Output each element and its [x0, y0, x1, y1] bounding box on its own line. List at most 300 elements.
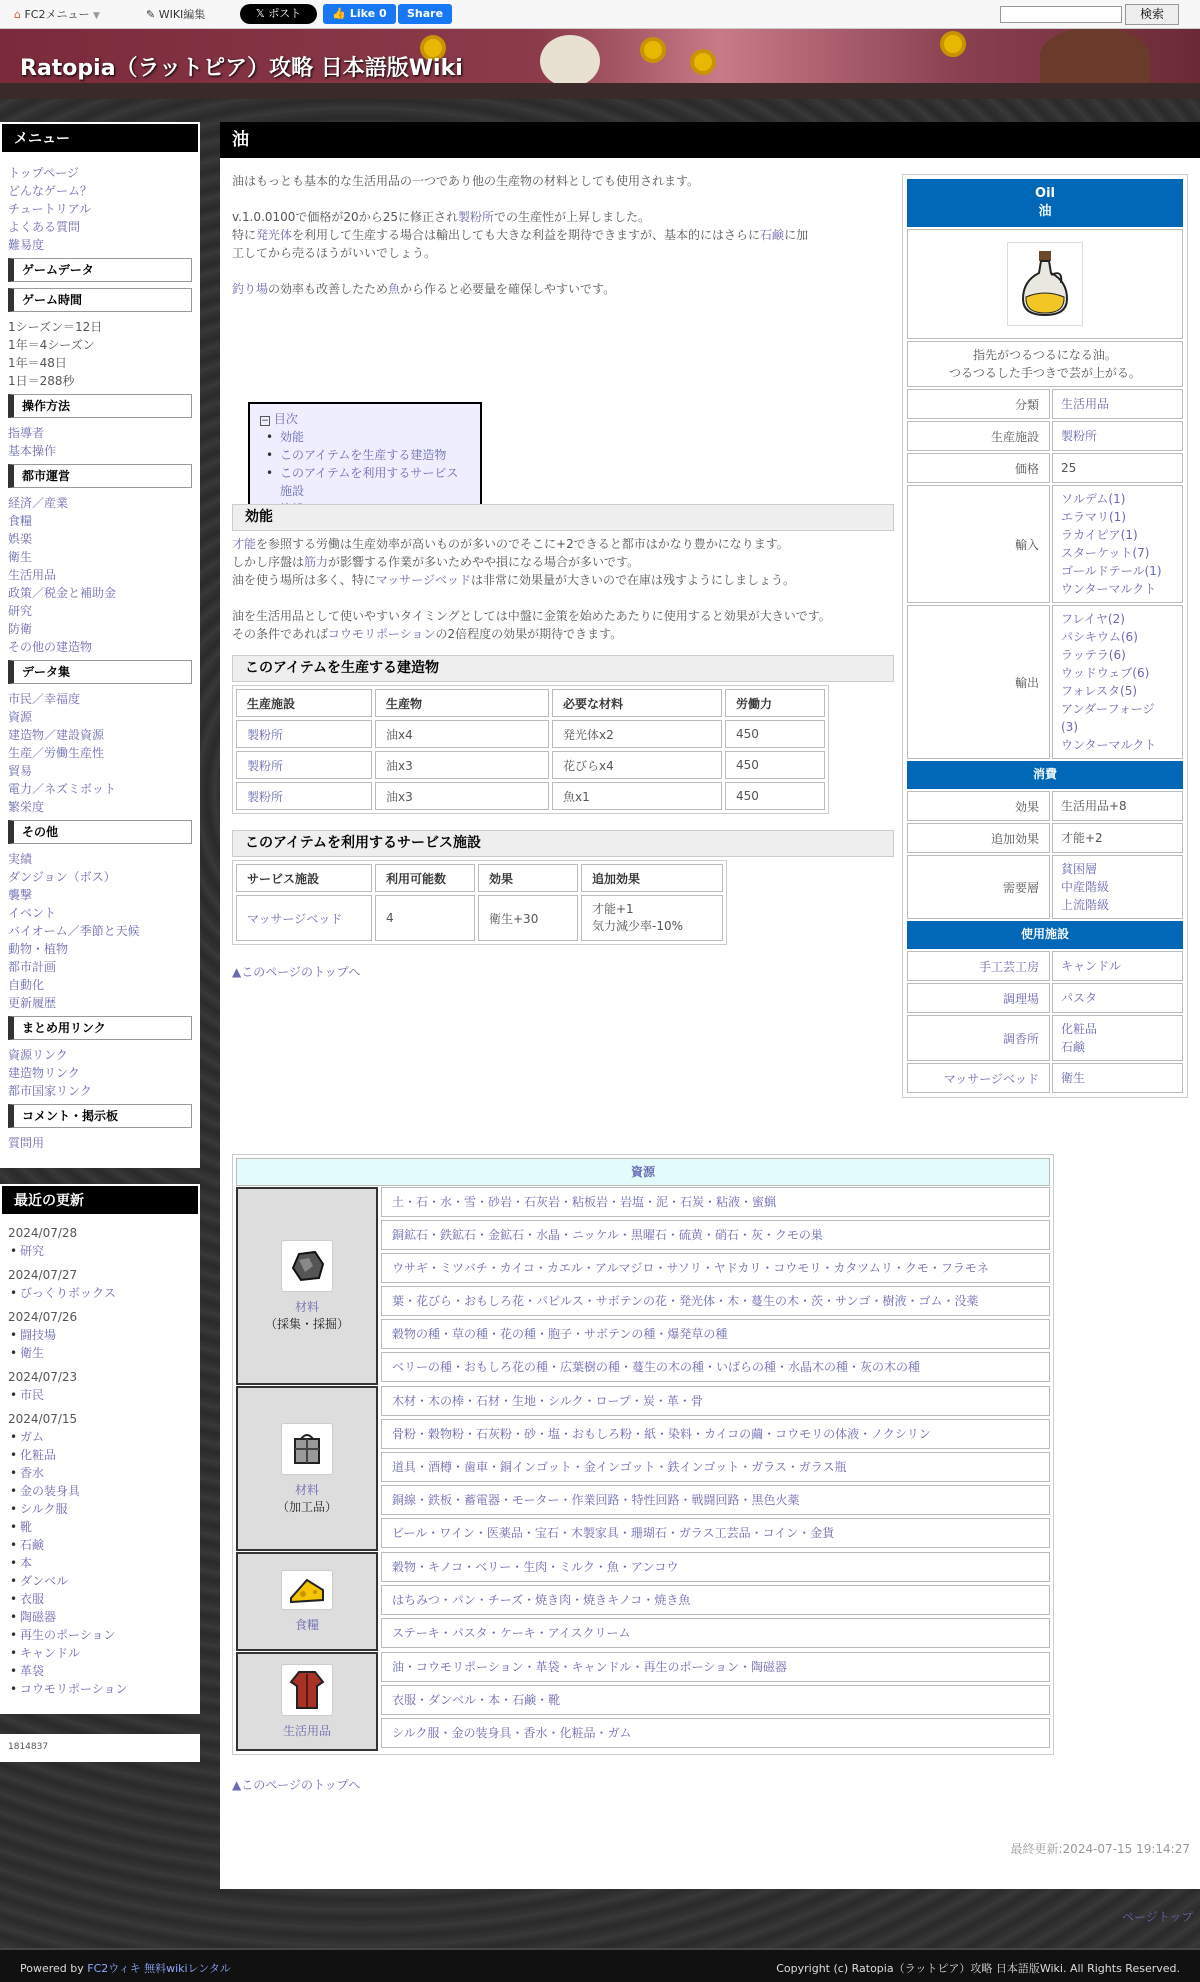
toc-item[interactable]: • このアイテムを生産する建造物: [260, 446, 470, 464]
bonus-line: 才能+1: [592, 902, 634, 916]
section-heading-effect: 効能: [232, 504, 894, 531]
section-heading-produce: このアイテムを生産する建造物: [232, 655, 894, 682]
table-cell: 油x3: [375, 751, 549, 779]
text: 特に: [232, 228, 257, 242]
infobox-title: [907, 179, 1183, 227]
update-item[interactable]: • ガム: [8, 1428, 192, 1446]
link-glowbody[interactable]: 発光体: [256, 228, 293, 242]
table-header-row: [236, 689, 825, 717]
desc-line: 指先がつるつるになる油。: [973, 348, 1117, 362]
sidebar-link[interactable]: 研究: [8, 604, 33, 618]
resource-category: [236, 1187, 378, 1385]
sidebar-link[interactable]: 娯楽: [8, 532, 33, 546]
sidebar-link[interactable]: 資源リンク: [8, 1048, 68, 1062]
table-cell: 魚x1: [552, 782, 722, 810]
infobox-key: 効果: [907, 791, 1050, 821]
sidebar-link[interactable]: チュートリアル: [8, 202, 92, 216]
table-header: サービス施設: [236, 864, 372, 892]
infobox-row-use: [907, 983, 1183, 1013]
update-item[interactable]: • 靴: [8, 1518, 192, 1536]
infobox-value: [1052, 485, 1183, 603]
bonus-value: 才能+2: [1061, 831, 1103, 845]
use-product-link[interactable]: キャンドル: [1061, 959, 1122, 973]
effect-value: 生活用品+8: [1061, 799, 1127, 813]
sidebar-link[interactable]: 質問用: [8, 1136, 45, 1150]
last-updated: 最終更新:2024-07-15 19:14:27: [1010, 1842, 1190, 1856]
table-header: 効果: [478, 864, 578, 892]
toc-item[interactable]: • このアイテムを利用するサービス施設: [260, 464, 470, 500]
clothes-icon: [281, 1664, 333, 1716]
collapse-icon[interactable]: −: [261, 416, 269, 426]
infobox-row-use: [907, 1063, 1183, 1093]
sidebar-link[interactable]: 建造物リンク: [8, 1066, 80, 1080]
infobox-row-category: [907, 389, 1183, 419]
recent-updates-title: 最近の更新: [0, 1184, 200, 1214]
edit-icon: ✎: [146, 8, 156, 21]
export-link[interactable]: フォレスタ(5): [1061, 684, 1138, 698]
sidebar-section-controls: 操作方法: [8, 394, 192, 418]
infobox-value: [1052, 1063, 1183, 1093]
section-heading-service: このアイテムを利用するサービス施設: [232, 830, 894, 857]
category-sub: （採集・採掘）: [264, 1317, 349, 1331]
mouse-illustration: [540, 35, 600, 87]
use-product-link[interactable]: 石鹸: [1061, 1040, 1086, 1054]
text: の効率も改善したため: [268, 282, 389, 296]
item-infobox: [902, 174, 1188, 1098]
update-date: 2024/07/27: [8, 1268, 78, 1282]
infobox-key: 生産施設: [907, 421, 1050, 451]
use-facility-link[interactable]: マッサージベッド: [907, 1063, 1050, 1093]
use-product-link[interactable]: 衛生: [1061, 1071, 1086, 1085]
sidebar-link[interactable]: イベント: [8, 906, 57, 920]
produce-table: [232, 685, 829, 814]
export-link[interactable]: フレイヤ(2): [1061, 612, 1125, 626]
resource-row[interactable]: 葉・花びら・おもしろ花・パピルス・サボテンの花・発光体・木・蔓生の木・茨・サンゴ・樹液・ゴム・没薬: [381, 1286, 1050, 1316]
table-header: 労働力: [725, 689, 825, 717]
sidebar-link[interactable]: 難易度: [8, 238, 45, 252]
resource-category: [236, 1552, 378, 1651]
demand-link[interactable]: 貧困層: [1061, 862, 1098, 876]
article-body: [232, 172, 894, 979]
link-strength[interactable]: 筋力: [304, 555, 329, 569]
bonus-line: 気力減少率-10%: [592, 919, 684, 933]
wiki-edit-link[interactable]: ✎ WIKI編集: [146, 8, 206, 21]
sidebar-link[interactable]: 防衛: [8, 622, 33, 636]
import-link[interactable]: ゴールドテール(1): [1061, 564, 1162, 578]
text: から作ると必要量を確保しやすいです。: [400, 282, 616, 296]
sidebar-link[interactable]: 電力／ネズミボット: [8, 782, 117, 796]
category-link[interactable]: 食糧: [294, 1618, 319, 1632]
table-cell: 450: [725, 782, 825, 810]
sidebar-link[interactable]: 市民／幸福度: [8, 692, 81, 706]
resource-rows: [381, 1386, 1050, 1551]
table-cell: 油x4: [375, 720, 549, 748]
update-item[interactable]: • シルク服: [8, 1500, 192, 1518]
table-header: 利用可能数: [375, 864, 475, 892]
import-link[interactable]: エラマリ(1): [1061, 510, 1126, 524]
update-item[interactable]: • 本: [8, 1554, 192, 1572]
table-cell-link[interactable]: 製粉所: [236, 782, 372, 810]
resource-row[interactable]: ウサギ・ミツバチ・カイコ・カエル・アルマジロ・サソリ・ヤドカリ・コウモリ・カタツムリ・クモ・フラモネ: [381, 1253, 1050, 1283]
thumb-up-icon: 👍: [332, 7, 347, 20]
infobox-value: [1052, 983, 1183, 1013]
table-header: 追加効果: [581, 864, 723, 892]
text: v.1.0.0100で価格が20から25に修正され: [232, 210, 458, 224]
infobox-key: 分類: [907, 389, 1050, 419]
link-soap[interactable]: 石鹸: [760, 228, 785, 242]
text: の2倍程度の効果が期待できます。: [435, 627, 623, 641]
sidebar-section-other: その他: [8, 820, 192, 844]
recent-updates-box: [0, 1214, 200, 1714]
export-link[interactable]: パシキウム(6): [1061, 630, 1138, 644]
import-link[interactable]: ソルデム(1): [1061, 492, 1126, 506]
powered-by: [20, 1960, 231, 1976]
table-row: [236, 751, 825, 779]
sidebar-section-game-time: ゲーム時間: [8, 288, 192, 312]
toc-title[interactable]: 目次: [273, 412, 298, 426]
sidebar-section-links: まとめ用リンク: [8, 1016, 192, 1040]
table-cell: [581, 895, 723, 941]
sidebar-link[interactable]: その他の建造物: [8, 640, 93, 654]
use-facility-link[interactable]: 調理場: [907, 983, 1050, 1013]
item-name-jp: 油: [1038, 204, 1052, 219]
sidebar-link[interactable]: よくある質問: [8, 220, 81, 234]
sidebar-section-game-data: ゲームデータ: [8, 258, 192, 282]
back-to-top-link[interactable]: ▲このページのトップへ: [232, 965, 361, 979]
text: に加: [784, 228, 809, 242]
sidebar-link[interactable]: 更新履歴: [8, 996, 57, 1010]
use-product-link[interactable]: パスタ: [1061, 991, 1098, 1005]
effect-paragraph: 油を生活用品として使いやすいタイミングとしては中盤に金策を始めたあたりに使用すると効果が大きいです。: [232, 609, 831, 623]
x-post-button[interactable]: 𝕏 ポスト: [240, 4, 317, 24]
toc-item[interactable]: • 効能: [260, 428, 470, 446]
copyright: Copyright (c) Ratopia（ラットピア）攻略 日本語版Wiki. All Rights Reserved.: [776, 1962, 1180, 1975]
resource-rows: [381, 1652, 1050, 1751]
link-fishing[interactable]: 釣り場: [232, 282, 269, 296]
category-sub: （加工品）: [276, 1499, 337, 1514]
link-fish[interactable]: 魚: [388, 282, 401, 296]
intro-paragraph: 工してから売るほうがいいでしょう。: [232, 246, 437, 260]
sidebar-link[interactable]: 襲撃: [8, 888, 33, 902]
resource-rows: [381, 1552, 1050, 1651]
infobox-value: [1052, 823, 1183, 853]
sidebar-link[interactable]: どんなゲーム？: [8, 184, 93, 198]
table-cell-link[interactable]: 製粉所: [236, 751, 372, 779]
sidebar-section-data: データ集: [8, 660, 192, 684]
resource-row[interactable]: 銅鉱石・鉄鉱石・金鉱石・水晶・ニッケル・黒曜石・硫黄・硝石・灰・クモの巣: [381, 1220, 1050, 1250]
table-cell: 4: [375, 895, 475, 941]
access-counter: 1814837: [0, 1734, 200, 1762]
resource-group: [236, 1187, 1050, 1385]
home-icon: ⌂: [14, 8, 21, 21]
sidebar-link[interactable]: 資源: [8, 710, 33, 724]
menu-box: [0, 152, 200, 1168]
price-value: 25: [1061, 461, 1077, 475]
sidebar-link[interactable]: 政策／税金と補助金: [8, 586, 117, 600]
site-title[interactable]: Ratopia（ラットピア）攻略 日本語版Wiki: [20, 56, 463, 81]
export-link[interactable]: (3): [1061, 720, 1078, 734]
game-time-line: 1年＝4シーズン: [8, 338, 95, 352]
infobox-row-use: [907, 951, 1183, 981]
flower-decoration: [940, 31, 966, 57]
table-header: 生産施設: [236, 689, 372, 717]
sidebar-section-city: 都市運営: [8, 464, 192, 488]
update-item[interactable]: • 革袋: [8, 1662, 192, 1680]
sidebar-link[interactable]: 自動化: [8, 978, 45, 992]
resource-row[interactable]: 穀物の種・草の種・花の種・胞子・サボテンの種・爆発草の種: [381, 1319, 1050, 1349]
text: が影響する作業が多いためやや損になる場合が多いです。: [328, 555, 640, 569]
text: は非常に効果量が大きいので在庫は残すようにしましょう。: [471, 573, 796, 587]
box-icon: [281, 1423, 333, 1475]
fb-share-button[interactable]: Share: [398, 4, 452, 24]
infobox-row-use: [907, 1015, 1183, 1061]
infobox-value: [1052, 605, 1183, 759]
category-link[interactable]: 材料: [294, 1300, 319, 1314]
resource-nav-table: [232, 1154, 1054, 1755]
link-talent[interactable]: 才能: [232, 537, 257, 551]
sidebar-link[interactable]: 食糧: [8, 514, 33, 528]
sidebar-link[interactable]: 経済／産業: [8, 496, 69, 510]
infobox-row-demand: [907, 855, 1183, 919]
category-link[interactable]: 材料: [294, 1482, 319, 1497]
game-time-line: 1シーズン＝12日: [8, 320, 103, 334]
infobox-row-import: [907, 485, 1183, 603]
export-link[interactable]: アンダーフォージ: [1061, 702, 1155, 716]
sidebar-link[interactable]: 衛生: [8, 550, 33, 564]
sidebar-link[interactable]: 都市国家リンク: [8, 1084, 92, 1098]
link-mill[interactable]: 製粉所: [457, 210, 494, 224]
update-date: 2024/07/15: [8, 1412, 78, 1426]
update-date: 2024/07/23: [8, 1370, 78, 1384]
update-item[interactable]: • 研究: [8, 1242, 192, 1260]
infobox-value: [1052, 389, 1183, 419]
flower-decoration: [640, 37, 666, 63]
export-link[interactable]: ウッドウェブ(6): [1061, 666, 1150, 680]
menu-title: メニュー: [0, 122, 200, 152]
resource-row[interactable]: 骨粉・穀物粉・石灰粉・砂・塩・おもしろ粉・紙・染料・カイコの繭・コウモリの体液・ノクシリン: [381, 1419, 1050, 1449]
category-link[interactable]: 生活用品: [282, 1724, 331, 1738]
item-description: [907, 341, 1183, 387]
table-cell: 油x3: [375, 782, 549, 810]
resource-row[interactable]: ステーキ・パスタ・ケーキ・アイスクリーム: [381, 1618, 1050, 1648]
text: を利用して生産する場合は輸出しても大きな利益を期待できますが、基本的にはさらに: [292, 228, 761, 242]
sidebar-link[interactable]: ダンジョン（ボス）: [8, 870, 116, 884]
resource-row[interactable]: はちみつ・パン・チーズ・焼き肉・焼きキノコ・焼き魚: [381, 1585, 1050, 1615]
resource-group: [236, 1652, 1050, 1751]
update-item[interactable]: • びっくりボックス: [8, 1284, 192, 1302]
text: しかし序盤は: [232, 555, 305, 569]
table-cell: 450: [725, 751, 825, 779]
site-banner: [0, 29, 1200, 99]
sidebar-section-comments: コメント・掲示板: [8, 1104, 192, 1128]
update-item[interactable]: • 衛生: [8, 1344, 192, 1362]
service-table: [232, 860, 727, 945]
sidebar-link[interactable]: トップページ: [8, 166, 79, 180]
resource-row[interactable]: 衣服・ダンベル・本・石鹸・靴: [381, 1685, 1050, 1715]
intro-paragraph: [232, 226, 894, 244]
table-cell: 450: [725, 720, 825, 748]
table-cell-link[interactable]: マッサージベッド: [236, 895, 372, 941]
table-row: [236, 895, 723, 941]
infobox-section-use: 使用施設: [907, 921, 1183, 949]
sidebar-link[interactable]: 実績: [8, 852, 33, 866]
search-input[interactable]: [1000, 6, 1122, 23]
import-link[interactable]: スターケット(7): [1061, 546, 1150, 560]
update-item[interactable]: • 再生のポーション: [8, 1626, 192, 1644]
resource-row[interactable]: 油・コウモリポーション・革袋・キャンドル・再生のポーション・陶磁器: [381, 1652, 1050, 1682]
infobox-row-bonus: [907, 823, 1183, 853]
resource-row[interactable]: ベリーの種・おもしろ花の種・広葉樹の種・蔓生の木の種・いばらの種・水晶木の種・灰の木の種: [381, 1352, 1050, 1382]
update-item[interactable]: • 衣服: [8, 1590, 192, 1608]
sidebar-link[interactable]: 生活用品: [8, 568, 57, 582]
export-link[interactable]: ラッテラ(6): [1061, 648, 1126, 662]
link-bat-potion[interactable]: コウモリポーション: [328, 627, 436, 641]
resource-table-title[interactable]: 資源: [236, 1158, 1050, 1186]
text: 油を使う場所は多く、特に: [232, 573, 376, 587]
update-item[interactable]: • 金の装身具: [8, 1482, 192, 1500]
infobox-value: [1052, 453, 1183, 483]
cheese-icon: [281, 1570, 333, 1610]
infobox-row-price: [907, 453, 1183, 483]
update-item[interactable]: • 市民: [8, 1386, 192, 1404]
main-content: [220, 122, 1200, 1889]
infobox-key: 輸出: [907, 605, 1050, 759]
update-date: 2024/07/26: [8, 1310, 78, 1324]
resource-group: [236, 1552, 1050, 1651]
intro-paragraph: [232, 208, 894, 226]
desc-line: つるつるした手つきで芸が上がる。: [949, 366, 1141, 380]
fb-like-button[interactable]: 👍 Like 0: [323, 4, 396, 24]
chevron-down-icon: ▼: [93, 11, 100, 21]
table-header: 生産物: [375, 689, 549, 717]
effect-paragraph: [232, 625, 894, 643]
export-link[interactable]: ウンターマルクト: [1061, 738, 1157, 752]
game-time-line: 1年＝48日: [8, 356, 67, 370]
use-product-link[interactable]: 化粧品: [1061, 1022, 1098, 1036]
import-link[interactable]: ラカイピア(1): [1061, 528, 1138, 542]
intro-paragraph: 油はもっとも基本的な生活用品の一つであり他の生産物の材料としても使用されます。: [232, 174, 700, 188]
resource-row[interactable]: 木材・木の棒・石材・生地・シルク・ロープ・炭・革・骨: [381, 1386, 1050, 1416]
infobox-value: [1052, 421, 1183, 451]
infobox-value: [1052, 1015, 1183, 1061]
oil-bottle-icon: [1007, 242, 1083, 326]
back-to-top-link[interactable]: ▲このページのトップへ: [232, 1778, 361, 1792]
table-cell-link[interactable]: 製粉所: [236, 720, 372, 748]
sidebar-link[interactable]: バイオーム／季節と天候: [8, 924, 140, 938]
use-facility-link[interactable]: 調香所: [907, 1015, 1050, 1061]
fc2-toolbar: [0, 0, 1200, 29]
sidebar-link[interactable]: 貿易: [8, 764, 33, 778]
resource-row[interactable]: 土・石・水・雪・砂岩・石灰岩・粘板岩・岩塩・泥・石炭・粘液・蜜蝋: [381, 1187, 1050, 1217]
item-image-cell: [907, 229, 1183, 339]
infobox-key: 追加効果: [907, 823, 1050, 853]
intro-paragraph: [232, 280, 894, 298]
update-date: 2024/07/28: [8, 1226, 78, 1240]
resource-row[interactable]: 道具・酒樽・歯車・銅インゴット・金インゴット・鉄インゴット・ガラス・ガラス瓶: [381, 1452, 1050, 1482]
resource-rows: [381, 1187, 1050, 1385]
x-logo-icon: 𝕏: [255, 7, 265, 20]
search-button[interactable]: 検索: [1125, 4, 1179, 25]
table-cell: 発光体x2: [552, 720, 722, 748]
infobox-key: 輸入: [907, 485, 1050, 603]
game-time-line: 1日＝288秒: [8, 374, 75, 388]
update-item[interactable]: • 化粧品: [8, 1446, 192, 1464]
resource-category: [236, 1386, 378, 1551]
update-item[interactable]: • ダンベル: [8, 1572, 192, 1590]
banner-ground: [0, 83, 1200, 99]
text: での生産性が上昇しました。: [493, 210, 650, 224]
sidebar-link[interactable]: 動物・植物: [8, 942, 69, 956]
sidebar-link[interactable]: 建造物／建設資源: [8, 728, 105, 742]
facility-link[interactable]: 製粉所: [1061, 429, 1098, 443]
sidebar-link[interactable]: 繁栄度: [8, 800, 45, 814]
infobox-section-consume: 消費: [907, 761, 1183, 789]
table-row: [236, 720, 825, 748]
table-header: 必要な材料: [552, 689, 722, 717]
text: を参照する労働は生産効率が高いものが多いのでそこに+2できると都市はかなり豊かになります。: [256, 537, 789, 551]
update-item[interactable]: • コウモリポーション: [8, 1680, 192, 1698]
resource-row[interactable]: 銅線・鉄板・蓄電器・モーター・作業回路・特性回路・戦闘回路・黒色火薬: [381, 1485, 1050, 1515]
sidebar-link[interactable]: 生産／労働生産性: [8, 746, 105, 760]
infobox-key: 価格: [907, 453, 1050, 483]
category-link[interactable]: 生活用品: [1061, 397, 1110, 411]
infobox-row-export: [907, 605, 1183, 759]
toc-header[interactable]: [260, 410, 470, 428]
infobox-value: [1052, 791, 1183, 821]
page-top-link[interactable]: ページトップ: [1122, 1910, 1194, 1924]
effect-paragraph: [232, 571, 894, 589]
effect-paragraph: [232, 535, 894, 553]
text: その条件であれば: [232, 627, 329, 641]
update-item[interactable]: • 石鹸: [8, 1536, 192, 1554]
sidebar-link[interactable]: 都市計画: [8, 960, 57, 974]
update-item[interactable]: • キャンドル: [8, 1644, 192, 1662]
resource-row[interactable]: 穀物・キノコ・ベリー・生肉・ミルク・魚・アンコウ: [381, 1552, 1050, 1582]
sidebar-link[interactable]: 基本操作: [8, 444, 57, 458]
infobox-value: [1052, 855, 1183, 919]
demand-link[interactable]: 中産階級: [1061, 880, 1110, 894]
resource-row[interactable]: シルク服・金の装身具・香水・化粧品・ガム: [381, 1718, 1050, 1748]
resource-category: [236, 1652, 378, 1751]
powered-text: Powered by: [20, 1962, 88, 1975]
page-title: 油: [220, 122, 1200, 158]
infobox-row-facility: [907, 421, 1183, 451]
flower-decoration: [690, 49, 716, 75]
import-link[interactable]: ウンターマルクト: [1061, 582, 1157, 596]
footer: [0, 1948, 1200, 1982]
link-massage-bed[interactable]: マッサージベッド: [375, 573, 472, 587]
item-name-en: Oil: [1035, 186, 1055, 201]
sidebar: [0, 122, 200, 1714]
table-cell: 衛生+30: [478, 895, 578, 941]
sidebar-link[interactable]: 指導者: [8, 426, 45, 440]
infobox-value: [1052, 951, 1183, 981]
fc2-menu[interactable]: ⌂ FC2メニュー ▼: [14, 8, 100, 21]
update-item[interactable]: • 香水: [8, 1464, 192, 1482]
resource-group: [236, 1386, 1050, 1551]
update-item[interactable]: • 闘技場: [8, 1326, 192, 1344]
infobox-row-effect: [907, 791, 1183, 821]
resource-row[interactable]: ビール・ワイン・医薬品・宝石・木製家具・珊瑚石・ガラス工芸品・コイン・金貨: [381, 1518, 1050, 1548]
table-header-row: [236, 864, 723, 892]
table-cell: 花びらx4: [552, 751, 722, 779]
update-item[interactable]: • 陶磁器: [8, 1608, 192, 1626]
demand-link[interactable]: 上流階級: [1061, 898, 1110, 912]
effect-paragraph: [232, 553, 894, 571]
fc2-wiki-link[interactable]: FC2ウィキ 無料wikiレンタル: [87, 1962, 231, 1975]
use-facility-link[interactable]: 手工芸工房: [907, 951, 1050, 981]
table-row: [236, 782, 825, 810]
